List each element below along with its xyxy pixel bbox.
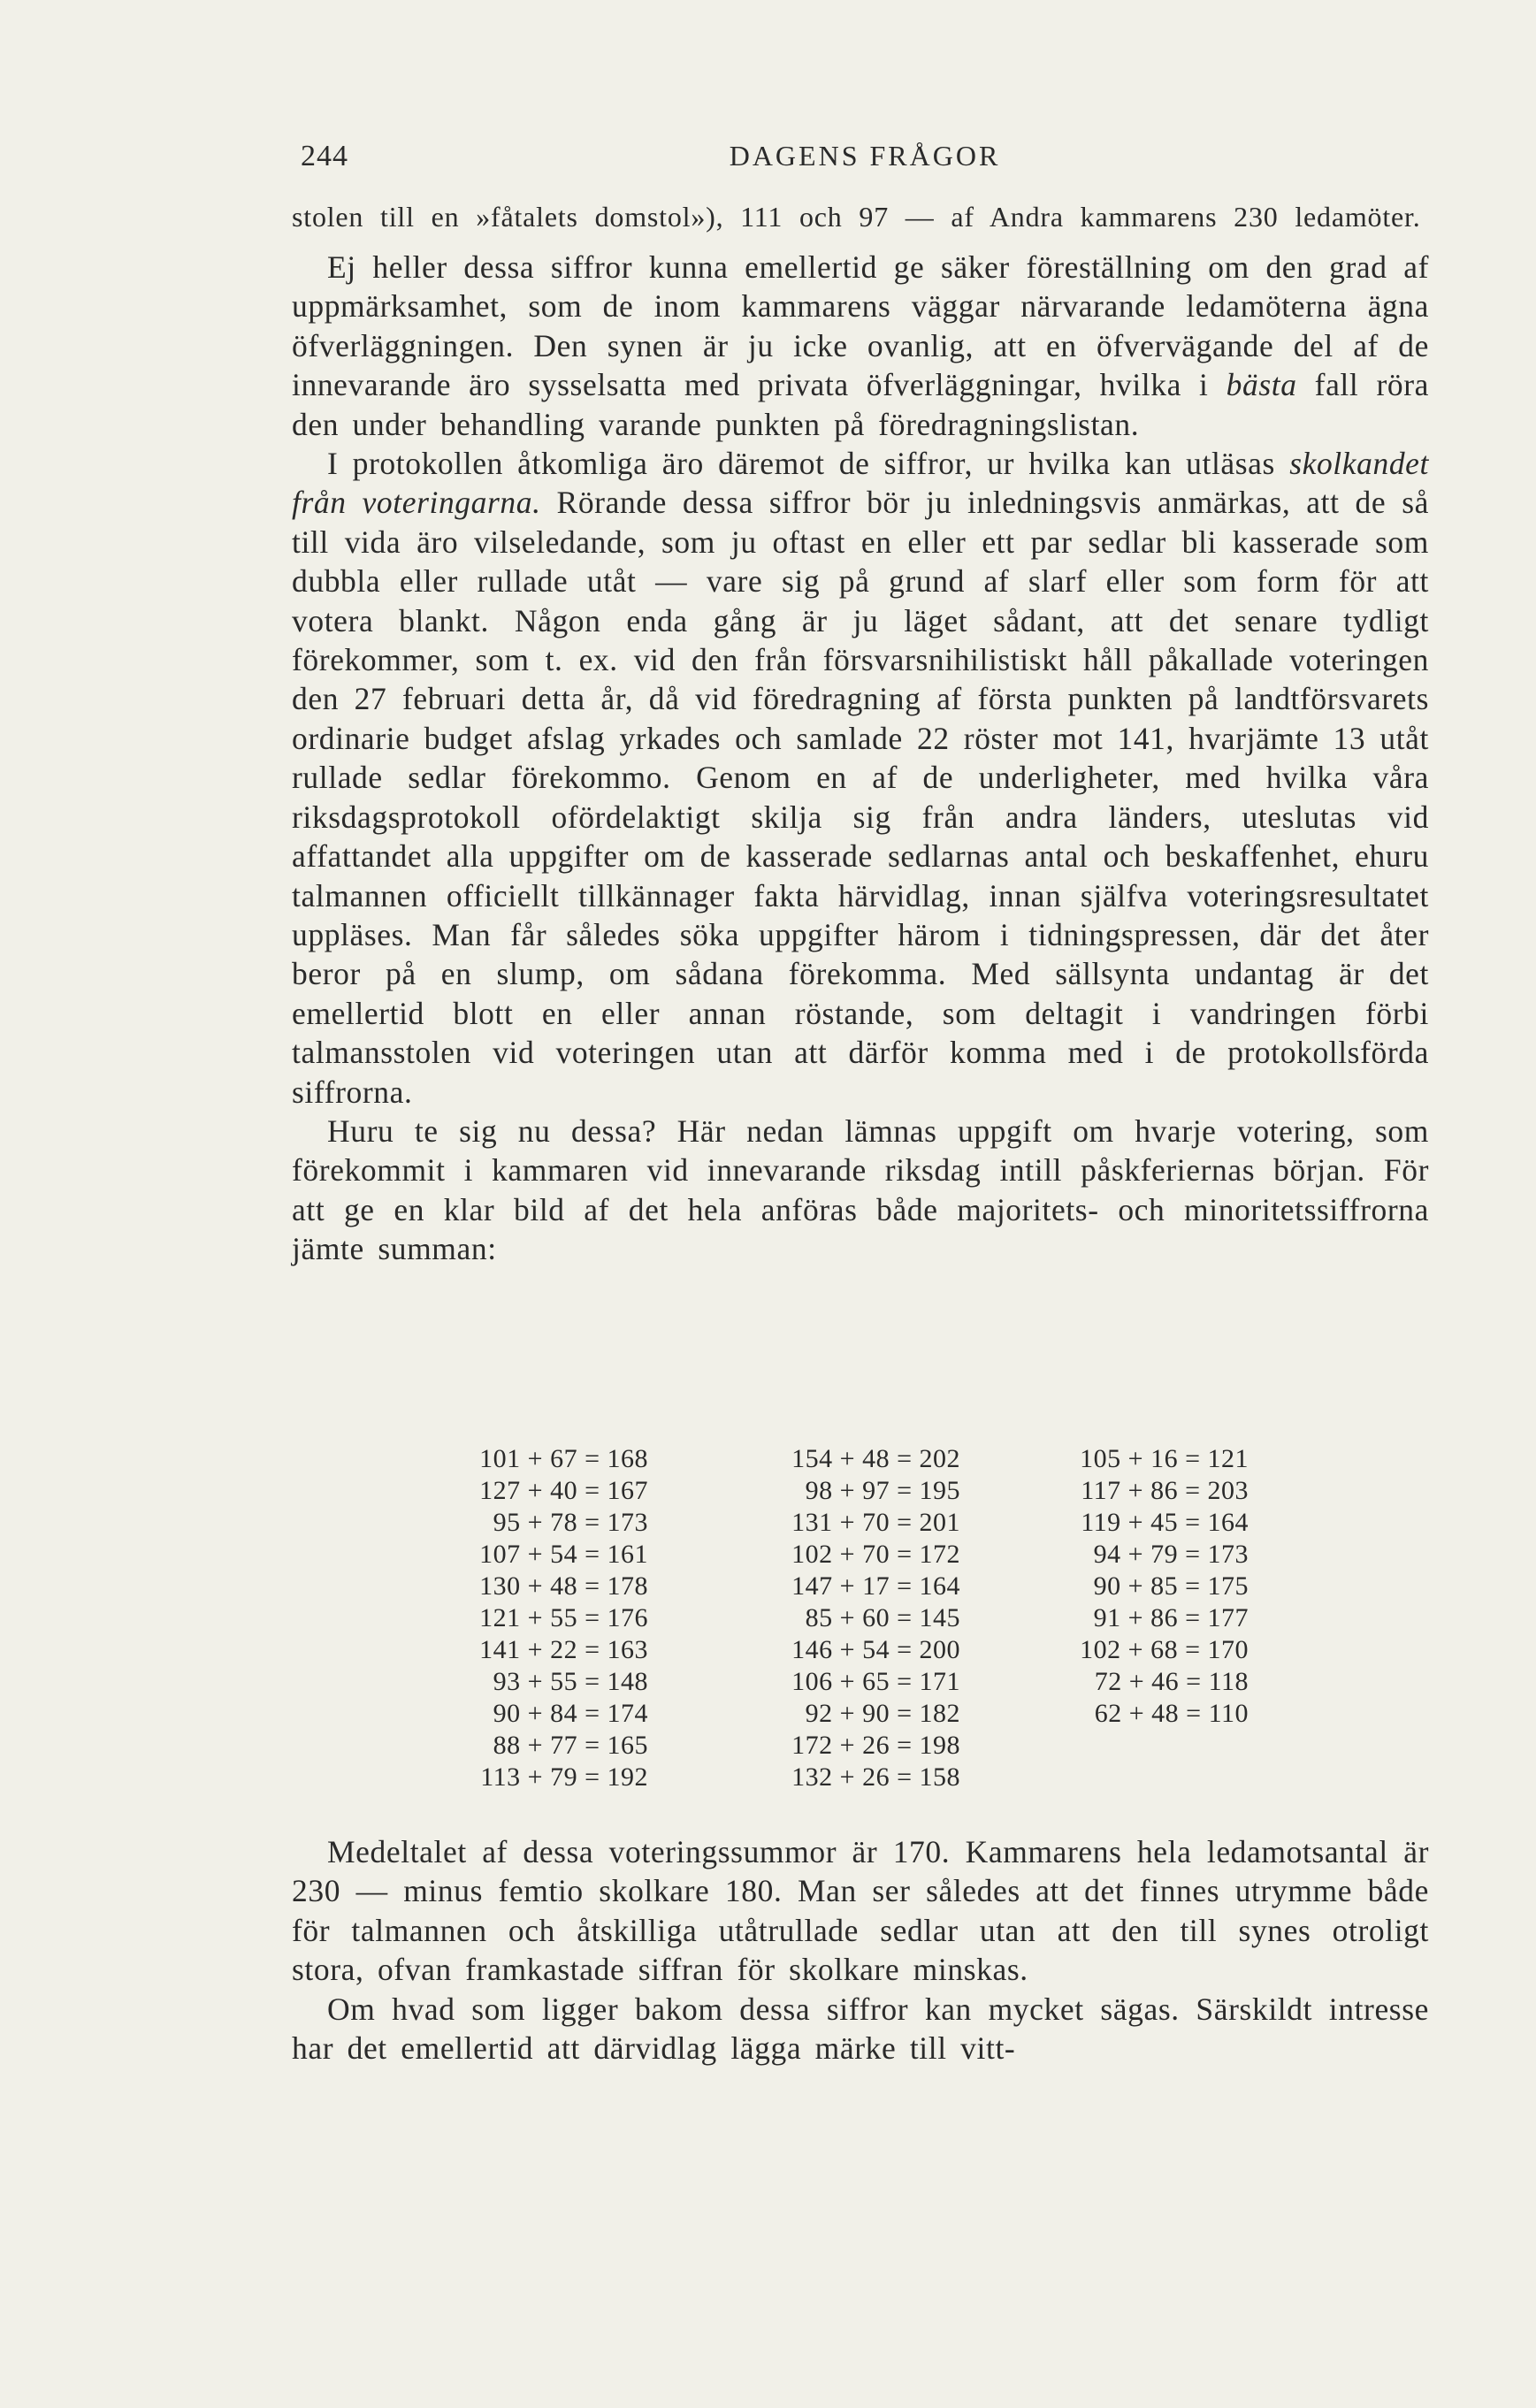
vote-row: 132 + 26 = 158: [791, 1762, 960, 1792]
vote-row: 90 + 84 = 174: [493, 1699, 648, 1728]
vote-row: 85 + 60 = 145: [805, 1603, 960, 1632]
closing-text: [292, 1832, 1429, 2068]
paragraph-2-start: I protokollen åtkomliga äro däremot de siffror, ur hvilka kan utläsas: [327, 446, 1290, 482]
vote-row: 105 + 16 = 121: [1080, 1444, 1249, 1473]
paragraph-1-end: fall röra den under behandling varande punkten på föredragningslistan.: [292, 367, 1429, 442]
vote-row: 154 + 48 = 202: [791, 1444, 960, 1473]
paragraph-2-end: Rörande dessa siffror bör ju inledningsvis anmärkas, att de så till vida äro vilseledande, som ju oftast en eller ett par sedlar bli kasserade som dubbla eller rullade utåt — vare sig på grund af slarf eller som form för att votera blankt. Någon enda gång är ju läget sådant, att det senare tydligt förekommer, som t. ex. vid den från försvarsnihilistiskt håll påkallade voteringen den 27 februari detta år, då vid föredragning af första punkten på landtförsvarets ordinarie budget afslag yrkades och samlade 22 röster mot 141, hvarjämte 13 utåt rullade sedlar förekommo. Genom en af de underligheter, med hvilka våra riksdagsprotokoll ofördelaktigt skilja sig från andra länders, uteslutas vid affattandet alla uppgifter om de kasserade sedlarnas antal och beskaffenhet, ehuru talmannen officiellt tillkännager fakta härvidlag, innan själfva voteringsresultatet uppläses. Man får således söka uppgifter härom i tidningspressen, där det åter beror på en slump, om sådana förekomma. Med sällsynta undantag är det emellertid blott en eller annan röstande, som deltagit i vandringen förbi talmansstolen vid voteringen utan att därför komma med i de protokollsförda siffrorna.: [292, 485, 1429, 1110]
vote-row: 117 + 86 = 203: [1081, 1476, 1249, 1505]
vote-row: 88 + 77 = 165: [493, 1731, 648, 1760]
vote-row: 62 + 48 = 110: [1094, 1699, 1249, 1728]
vote-row: 94 + 79 = 173: [1093, 1540, 1249, 1569]
vote-row: 141 + 22 = 163: [479, 1635, 648, 1664]
vote-row: 101 + 67 = 168: [479, 1444, 648, 1473]
vote-row: 91 + 86 = 177: [1093, 1603, 1249, 1632]
vote-column-1: [447, 1443, 648, 1793]
body-text: [292, 200, 1429, 1269]
vote-table: [447, 1443, 1313, 1806]
vote-row: 131 + 70 = 201: [791, 1508, 960, 1537]
vote-row: 90 + 85 = 175: [1093, 1571, 1249, 1601]
paragraph-1-text: Ej heller dessa siffror kunna emellertid ge säker föreställning om den grad af uppmärksamhet, som de inom kammarens väggar närvarande ledamöterna ägna öfverläggningen. Den synen är ju icke ovanlig, att en öfvervägande del af de innevarande äro sysselsatta med privata öfverläggningar, hvilka i: [292, 249, 1429, 403]
vote-row: 146 + 54 = 200: [791, 1635, 960, 1664]
paragraph-3: Huru te sig nu dessa? Här nedan lämnas uppgift om hvarje votering, som förekommit i kammaren vid innevarande riksdag intill påskferiernas början. För att ge en klar bild af det hela anföras både majoritets- och minoritetssiffrorna jämte summan:: [292, 1112, 1429, 1267]
vote-row: 72 + 46 = 118: [1094, 1667, 1249, 1696]
vote-row: 98 + 97 = 195: [805, 1476, 960, 1505]
vote-row: 102 + 68 = 170: [1080, 1635, 1249, 1664]
paragraph-2: [292, 444, 1429, 1112]
running-head: DAGENS FRÅGOR: [729, 140, 1001, 172]
paragraph-2-emphasis: skolkandet från voteringarna.: [292, 446, 1429, 521]
vote-row: 107 + 54 = 161: [479, 1540, 648, 1569]
paragraph-0: stolen till en »fåtalets domstol»), 111 och 97 — af Andra kammarens 230 ledamöter.: [292, 201, 1421, 233]
page-number: 244: [301, 140, 348, 172]
vote-row: 106 + 65 = 171: [791, 1667, 960, 1696]
vote-row: 92 + 90 = 182: [805, 1699, 960, 1728]
vote-column-2: [745, 1443, 960, 1793]
vote-column-3: [1043, 1443, 1249, 1730]
vote-row: 172 + 26 = 198: [791, 1731, 960, 1760]
vote-row: 127 + 40 = 167: [479, 1476, 648, 1505]
vote-row: 121 + 55 = 176: [479, 1603, 648, 1632]
vote-row: 113 + 79 = 192: [480, 1762, 648, 1792]
paragraph-1-emphasis: bästa: [1226, 367, 1297, 403]
paragraph-4: Medeltalet af dessa voteringssummor är 170. Kammarens hela ledamotsantal är 230 — minus femtio skolkare 180. Man ser således att det finnes utrymme både för talmannen och åtskilliga utåtrullade sedlar utan att den till synes otroligt stora, ofvan framkastade siffran för skolkare minskas.: [292, 1834, 1429, 1988]
vote-row: 93 + 55 = 148: [493, 1667, 648, 1696]
vote-row: 102 + 70 = 172: [791, 1540, 960, 1569]
vote-row: 95 + 78 = 173: [493, 1508, 648, 1537]
paragraph-1: [292, 248, 1429, 444]
vote-row: 147 + 17 = 164: [791, 1571, 960, 1601]
vote-row: 130 + 48 = 178: [479, 1571, 648, 1601]
vote-row: 119 + 45 = 164: [1081, 1508, 1249, 1537]
page-header: [301, 140, 1429, 184]
paragraph-5: Om hvad som ligger bakom dessa siffror kan mycket sägas. Särskildt intresse har det emellertid att därvidlag lägga märke till vitt-: [292, 1991, 1429, 2067]
